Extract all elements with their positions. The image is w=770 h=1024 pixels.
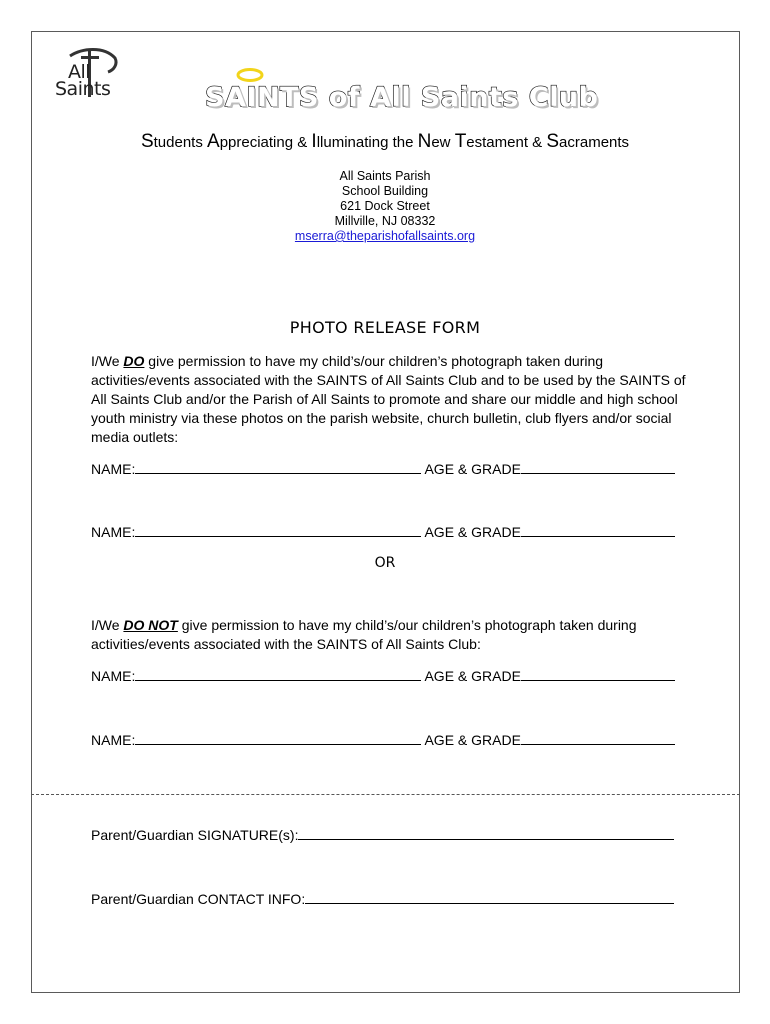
age-grade-field[interactable] xyxy=(521,460,675,474)
name-field[interactable] xyxy=(135,523,421,537)
form-title: PHOTO RELEASE FORM xyxy=(289,318,481,337)
halo-icon xyxy=(236,67,264,83)
consent-text: give permission to have my child’s/our children’s photograph taken during activities/events associated with the SAINTS of All Saints Club and to be used by the SAINTS of All Saints Club and/or the Parish of All Saints to promote and share our middle and high school youth ministry via these photos on the parish website, church bulletin, club flyers and/or social media outlets: xyxy=(91,353,686,445)
club-title: SAINTS of All Saints Club xyxy=(205,82,599,113)
logo-text-all: All xyxy=(68,61,91,83)
signature-row xyxy=(91,826,674,844)
dashed-cut-line xyxy=(31,794,740,795)
decline-name-row-1 xyxy=(91,667,675,685)
acronym-word: tudents xyxy=(153,134,207,151)
decline-text: give permission to have my child’s/our children’s photograph taken during activities/events associated with the SAINTS of All Saints Club: xyxy=(91,617,637,652)
acronym-initial: I xyxy=(311,131,317,152)
acronym-initial: S xyxy=(140,131,154,152)
acronym-word: lluminating the xyxy=(316,134,418,151)
acronym-initial: T xyxy=(454,131,467,152)
age-grade-label: AGE & GRADE xyxy=(424,668,521,684)
consent-prefix: I/We xyxy=(91,353,124,369)
name-label: NAME: xyxy=(91,732,136,748)
name-label: NAME: xyxy=(91,524,136,540)
signature-field[interactable] xyxy=(298,826,674,840)
age-grade-label: AGE & GRADE xyxy=(424,732,521,748)
acronym-word: ew xyxy=(431,134,455,151)
age-grade-label: AGE & GRADE xyxy=(424,461,521,477)
name-field[interactable] xyxy=(135,460,421,474)
address-parish: All Saints Parish xyxy=(339,169,431,183)
age-grade-field[interactable] xyxy=(521,731,675,745)
acronym-word: ppreciating & xyxy=(219,134,312,151)
acronym-initial: S xyxy=(546,131,560,152)
decline-prefix: I/We xyxy=(91,617,124,633)
name-field[interactable] xyxy=(135,731,421,745)
address-email xyxy=(0,229,770,244)
all-saints-logo xyxy=(52,46,122,102)
acronym-word: acraments xyxy=(559,134,630,151)
acronym-tagline xyxy=(0,131,770,153)
name-field[interactable] xyxy=(135,667,421,681)
age-grade-label: AGE & GRADE xyxy=(424,524,521,540)
acronym-word: estament & xyxy=(466,134,547,151)
address-street: 621 Dock Street xyxy=(340,199,430,213)
acronym-initial: A xyxy=(207,131,220,152)
logo-text-saints: Saints xyxy=(55,78,111,100)
contact-row xyxy=(91,890,674,908)
age-grade-field[interactable] xyxy=(521,523,675,537)
consent-name-row-1 xyxy=(91,460,675,478)
signature-label: Parent/Guardian SIGNATURE(s): xyxy=(91,827,299,843)
decline-emphasis: DO NOT xyxy=(123,617,178,633)
decline-paragraph xyxy=(91,616,701,654)
address-building: School Building xyxy=(341,184,429,198)
consent-emphasis: DO xyxy=(123,353,145,369)
decline-name-row-2 xyxy=(91,731,675,749)
or-divider-label: OR xyxy=(374,555,396,571)
consent-paragraph xyxy=(91,352,701,447)
address-city: Millville, NJ 08332 xyxy=(334,214,436,228)
consent-name-row-2 xyxy=(91,523,675,541)
age-grade-field[interactable] xyxy=(521,667,675,681)
name-label: NAME: xyxy=(91,461,136,477)
contact-field[interactable] xyxy=(305,890,674,904)
acronym-initial: N xyxy=(417,131,432,152)
contact-label: Parent/Guardian CONTACT INFO: xyxy=(91,891,306,907)
email-link[interactable]: mserra@theparishofallsaints.org xyxy=(294,229,476,243)
name-label: NAME: xyxy=(91,668,136,684)
